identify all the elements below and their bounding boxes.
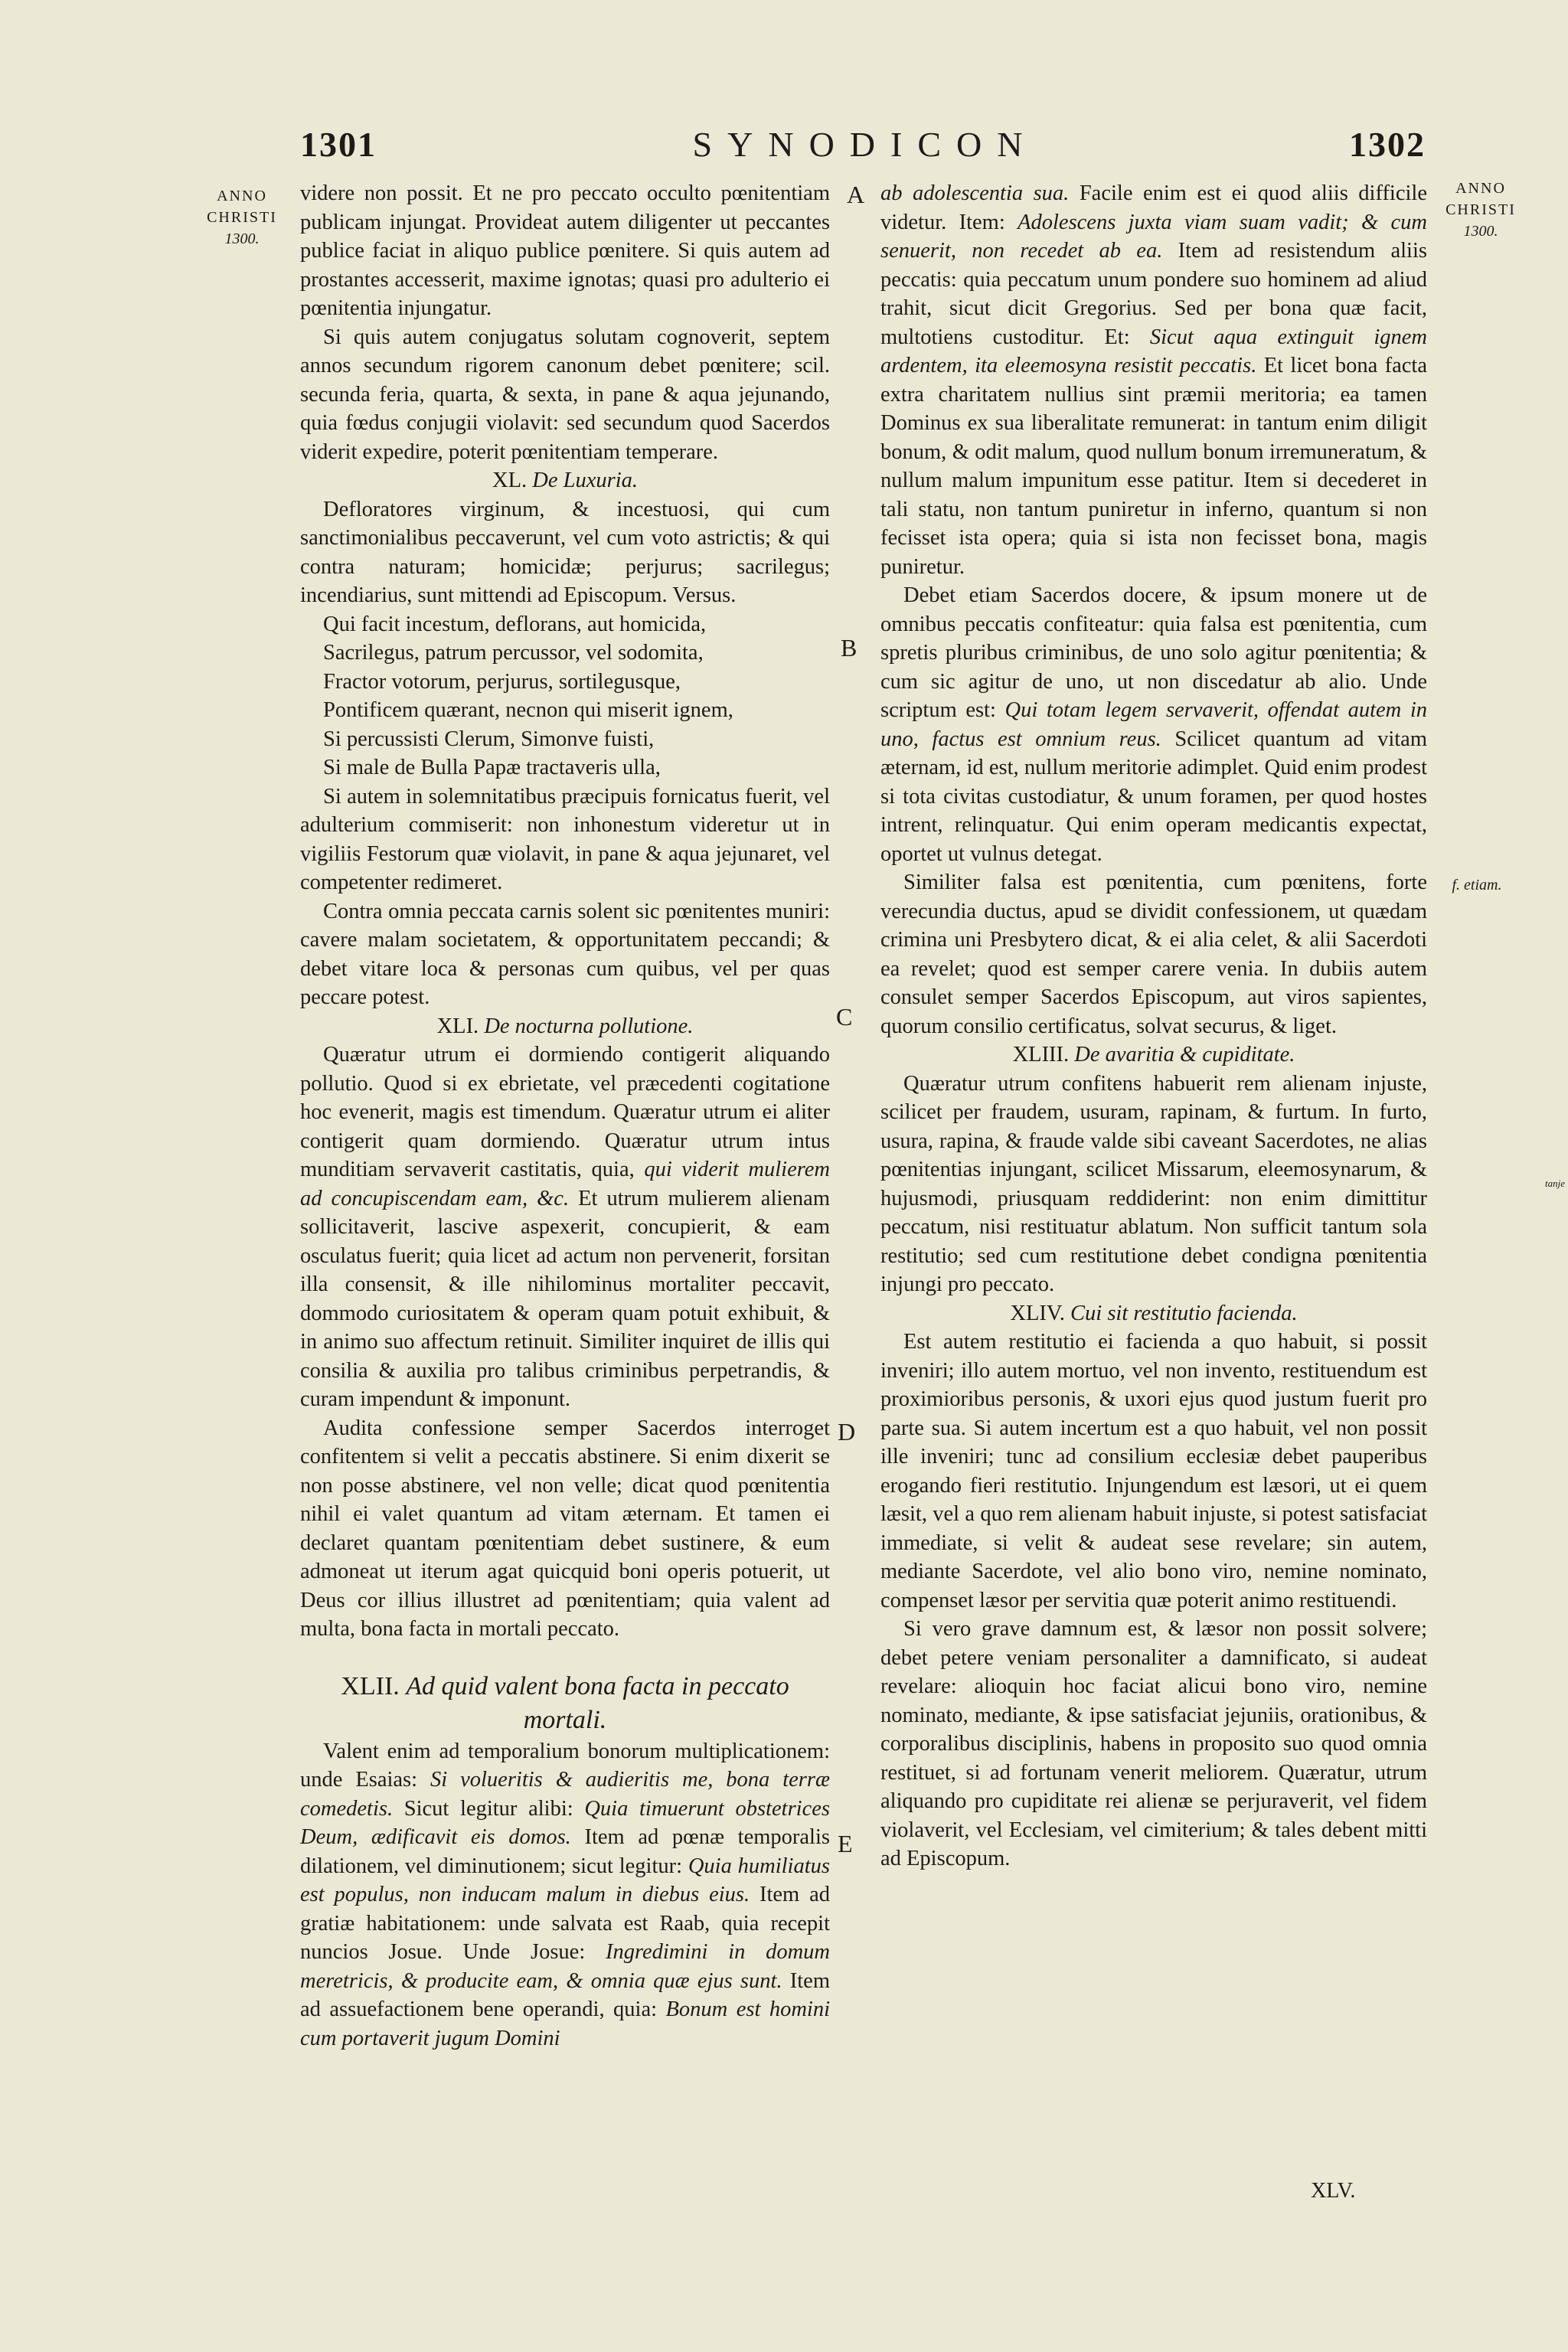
paragraph: Defloratores virginum, & incestuosi, qui cum sanctimonialibus peccaverunt, vel cum voto astrictis; & qui contra naturam; homicidæ; perjurus; sacrilegus; incendiarius, sunt mittendi ad Episcopum. Versus. bbox=[300, 497, 830, 607]
quotation: qui viderit mulierem ad concupiscendam eam, &c. bbox=[300, 1158, 830, 1210]
quotation: Sicut aqua extinguit ignem ardentem, ita eleemosyna resistit peccatis. bbox=[880, 325, 1427, 377]
section-letter-a: A bbox=[847, 181, 865, 208]
margin-note-left bbox=[201, 185, 283, 250]
heading-number: XLI. bbox=[436, 1014, 479, 1038]
heading-title: Cui sit restitutio facienda. bbox=[1070, 1301, 1298, 1325]
verse-line: Qui facit incestum, deflorans, aut homicida, bbox=[323, 612, 707, 636]
verse-line: Fractor votorum, perjurus, sortilegusque, bbox=[323, 669, 681, 694]
margin-anno: ANNO bbox=[217, 188, 267, 204]
paragraph: ab adolescentia sua. Facile enim est ei quod aliis difficile videtur. Item: Adolescens juxta viam suam vadit; & cum senuerit, non recedet ab ea. Item ad resistendum aliis peccatis: quia peccatum unum pondere suo hominem ad aliud trahit, sicut dicit Gregorius. Sed per bona quæ facit, multotiens custoditur. Et: Sicut aqua extinguit ignem ardentem, ita eleemosyna resistit peccatis. Et licet bona facta extra charitatem nullius sint præmii meritoria; ea tamen Dominus ex sua liberalitate remunerat: in tantum enim diligit bonum, & odit malum, quod nullum bonum irremuneratum, & nullum malum impunitum esse patitur. Item si decederet in tali statu, non tantum puniretur in inferno, quantum si non fecisset ista opera; quia si ista non fecisset bona, magis puniretur. bbox=[880, 181, 1427, 579]
quotation: Bonum est homini cum portaverit jugum Domini bbox=[300, 1998, 830, 2050]
catchword: XLV. bbox=[1311, 2179, 1356, 2203]
section-heading-xliii bbox=[880, 1040, 1427, 1070]
margin-note-right bbox=[1435, 178, 1527, 242]
paragraph: Valent enim ad temporalium bonorum multiplicationem: unde Esaias: Si volueritis & audieritis me, bona terræ comedetis. Sicut legitur alibi: Quia timuerunt obstetrices Deum, ædificavit eis domos. Item ad pœnæ temporalis dilationem, vel diminutionem; sicut legitur: Quia humiliatus est populus, non inducam malum in diebus eius. Item ad gratiæ habitationem: unde salvata est Raab, quia recepit nuncios Josue. Unde Josue: Ingredimini in domum meretricis, & producite eam, & omnia quæ ejus sunt. Item ad assuefactionem bene operandi, quia: Bonum est homini cum portaverit jugum Domini bbox=[300, 1739, 830, 2050]
paragraph: Quæratur utrum ei dormiendo contigerit aliquando pollutio. Quod si ex ebrietate, vel præcedenti cogitatione hoc evenerit, magis est timendum. Quæratur utrum ei aliter contigerit quam dormiendo. Quæratur utrum intus munditiam servaverit castitatis, quia, qui viderit mulierem ad concupiscendam eam, &c. Et utrum mulierem alienam sollicitaverit, lascive aspexerit, concupierit, & eam osculatus fuerit; quia licet ad actum non pervenerit, forsitan illa consensit, & ille nihilominus mortaliter peccavit, dommodo curiositatem & operam quam potuit exhibuit, & in animo suo affectum retinuit. Similiter inquiret de illis qui consilia & auxilia pro talibus criminibus perpetrandis, & curam impendunt & imponunt. bbox=[300, 1043, 830, 1411]
paragraph: Est autem restitutio ei facienda a quo habuit, si possit inveniri; illo autem mortuo, vel non invento, restituendum est proximioribus personis, & uxori ejus quod justum fuerit pro parte sua. Si autem incertum est a quo habuit, vel non possit ille inveniri; tunc ad consilium ecclesiæ debet pauperibus erogando fieri restitutio. Injungendum est læsori, ut ei quem læsit, vel a quo rem alienam habuit injuste, si potest satisfaciat immediate, si velit & audeat sese revelare; sin autem, mediante Sacerdote, vel alio bono viro, nemine nominato, compenset læsor per servitia quæ poterit animo restituendi. bbox=[880, 1330, 1427, 1612]
running-head: SYNODICON bbox=[692, 125, 1038, 164]
heading-title: De Luxuria. bbox=[532, 469, 638, 492]
margin-christi: CHRISTI bbox=[1446, 201, 1516, 218]
margin-christi: CHRISTI bbox=[207, 209, 277, 226]
margin-year: 1300. bbox=[1463, 223, 1498, 240]
paragraph: Debet etiam Sacerdos docere, & ipsum monere ut de omnibus peccatis confiteatur: quia falsa est pœnitentia, cum spretis pluribus criminibus, de uno solo agitur pœnitentia; & cum sic agitur de uno, ut non discedatur ab alio. Unde scriptum est: Qui totam legem servaverit, offendat autem in uno, factus est omnium reus. Scilicet quantum ad vitam æternam, id est, nullum meritorie adimplet. Quid enim prodest si tota civitas custodiatur, & unum foramen, per quod hostes intrent, relinquatur. Qui enim operam medicantis expectat, oportet ut vulnus detegat. bbox=[880, 583, 1428, 866]
paragraph: Si quis autem conjugatus solutam cognoverit, septem annos secundum rigorem canonum debet pœnitere; scil. secunda feria, quarta, & sexta, in pane & aqua jejunando, quia fœdus conjugii violavit: sed secundum quod Sacerdos viderit expedire, poterit pœnitentiam temperare. bbox=[300, 325, 830, 464]
heading-title: De nocturna pollutione. bbox=[484, 1014, 694, 1038]
section-heading-xl bbox=[300, 466, 830, 495]
verse-line: Si percussisti Clerum, Simonve fuisti, bbox=[323, 727, 655, 751]
section-letter-c: C bbox=[836, 1003, 853, 1031]
right-column bbox=[880, 179, 1427, 1873]
heading-title: Ad quid valent bona facta in peccato mortali. bbox=[406, 1671, 789, 1734]
page-number-left: 1301 bbox=[300, 125, 377, 164]
quotation: Ingredimini in domum meretricis, & producite eam, & omnia quæ ejus sunt. bbox=[300, 1940, 830, 1993]
margin-anno: ANNO bbox=[1455, 180, 1506, 197]
section-heading-xliv bbox=[880, 1299, 1427, 1328]
verse-line: Si male de Bulla Papæ tractaveris ulla, bbox=[323, 756, 661, 779]
paragraph: Si autem in solemnitatibus præcipuis fornicatus fuerit, vel adulterium commiserit: non inhonestum videretur ut in vigiliis Festorum quæ violavit, in pane & aqua jejunaret, vel competenter redimeret. bbox=[300, 784, 830, 894]
quotation: Quia timuerunt obstetrices Deum, ædificavit eis domos. bbox=[300, 1796, 830, 1849]
heading-title: De avaritia & cupiditate. bbox=[1074, 1043, 1295, 1067]
quotation: ab adolescentia sua. bbox=[880, 181, 1070, 205]
paragraph: Audita confessione semper Sacerdos interroget confitentem si velit a peccatis abstinere. Si enim dixerit se non posse abstinere, vel non velle; dicat quod pœnitentia nihil ei valet quantum ad vitam æternam. Et tamen ei declaret quantam pœnitentiam debet sustinere, & eum admoneat ut iterum agat quicquid boni operis potuerit, ut Deus cor illius illustret ad pœnitentiam; quia valent ad multa, bona facta in mortali peccato. bbox=[300, 1416, 830, 1641]
margin-year: 1300. bbox=[224, 230, 260, 247]
section-heading-xli bbox=[300, 1012, 830, 1041]
margin-edge-fragment: tanje bbox=[1545, 1178, 1565, 1189]
section-letter-b: B bbox=[841, 634, 858, 662]
paragraph: Contra omnia peccata carnis solent sic pœnitentes muniri: cavere malam societatem, & opportunitatem peccandi; & debet vitare loca & personas cum quibus, vel per quas peccare potest. bbox=[300, 899, 830, 1009]
margin-correction-note: f. etiam. bbox=[1452, 877, 1502, 893]
heading-number: XL. bbox=[492, 469, 528, 492]
quotation: Quia humiliatus est populus, non inducam malum in diebus eius. bbox=[300, 1854, 830, 1906]
quotation: Adolescens juxta viam suam vadit; & cum senuerit, non recedet ab ea. bbox=[880, 210, 1427, 263]
heading-number: XLIV. bbox=[1010, 1301, 1065, 1325]
section-letter-d: D bbox=[838, 1418, 856, 1446]
page-number-right: 1302 bbox=[1349, 125, 1426, 164]
quotation: Qui totam legem servaverit, offendat autem in uno, factus est omnium reus. bbox=[880, 698, 1427, 751]
verse-line: Pontificem quærant, necnon qui miserit ignem, bbox=[323, 698, 733, 722]
left-column bbox=[300, 179, 830, 2053]
paragraph: videre non possit. Et ne pro peccato occulto pœnitentiam publicam injungat. Provideat autem diligenter ut peccantes publice faciat in aliquo publice pœnitere. Si quis autem ad prostantes accesserit, maxime ignotas; quasi pro adulterio ei pœnitentia injungatur. bbox=[300, 181, 830, 320]
heading-number: XLIII. bbox=[1012, 1043, 1070, 1067]
heading-number: XLII. bbox=[341, 1671, 400, 1700]
verse-line: Sacrilegus, patrum percussor, vel sodomita, bbox=[323, 641, 704, 665]
section-letter-e: E bbox=[838, 1830, 853, 1857]
paragraph: Quæratur utrum confitens habuerit rem alienam injuste, scilicet per fraudem, usuram, rapinam, & furtum. In furto, usura, rapina, & fraude valde sibi caveant Sacerdotes, ne alias pœnitentias injungant, scilicet Missarum, eleemosynarum, & hujusmodi, priusquam reddiderint: non enim dimittitur peccatum, nisi restituatur ablatum. Non sufficit tantum sola restitutio; sed cum restitutione debet condigna pœnitentia injungi pro peccato. bbox=[880, 1071, 1427, 1296]
paragraph: Similiter falsa est pœnitentia, cum pœnitens, forte verecundia ductus, apud se dividit confessionem, ut quædam crimina uni Presbytero dicat, & ei alia celet, & alii Sacerdoti ea revelet; quod est semper carere venia. In dubiis autem consulet semper Sacerdos Episcopum, aut viros sapientes, quorum consilio certificatus, solvat securus, & liget. bbox=[880, 871, 1427, 1038]
paragraph: Si vero grave damnum est, & læsor non possit solvere; debet petere veniam personaliter a damnificato, si audeat revelare: alioquin hoc faciat alicui bono viro, nemine nominato, mediante, & ipse satisfaciat jejuniis, orationibus, & corporalibus disciplinis, habens in proposito suo quod omnia restituet, si ad fortunam venerit meliorem. Quæratur, utrum aliquando pro cupiditate rei alienæ se perjuraverit, vel fidem violaverit, vel Ecclesiam, vel cimiterium; & tales debent mitti ad Episcopum. bbox=[880, 1617, 1427, 1870]
section-heading-xlii bbox=[300, 1670, 830, 1737]
quotation: Si volueritis & audieritis me, bona terræ comedetis. bbox=[300, 1768, 830, 1821]
